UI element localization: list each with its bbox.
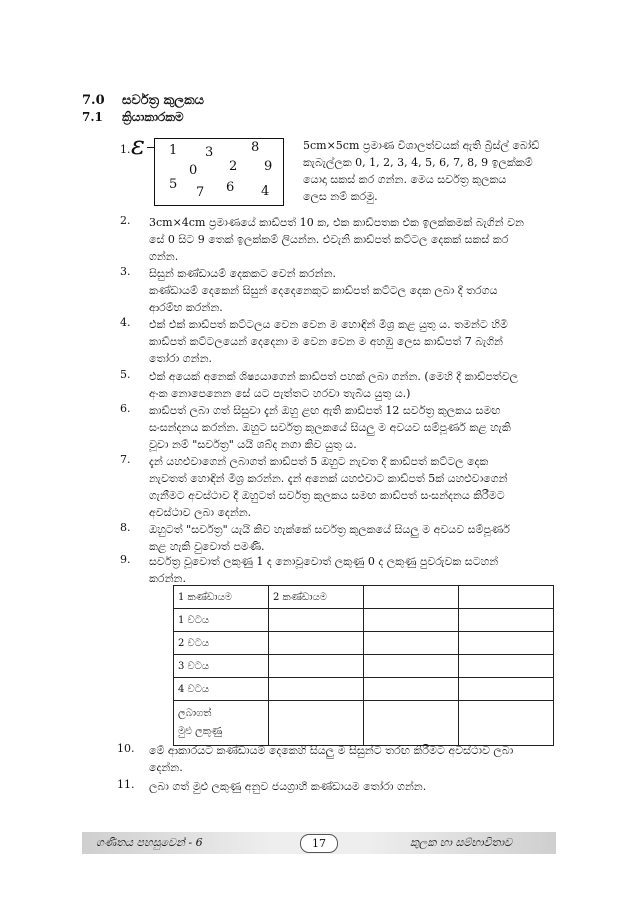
item-text: දැන් යහළුවාගෙන් ලබාගත් කාඩ්පත් 5 ඔහුට නැවත දී කාඩ්පත් කට්ටල දෙක නැවතත් හොඳින් මිශ්‍ර කරන්න. දැන් අනෙක් යහළුවාට කාඩ්පත් 5ක් යහළුවාගෙන් ගැනීමට අවස්ථාව දී ඔහුටත් සර්වත්‍ර කුලකය සමඟ කාඩ්පත් සංසන්දනය කිරීමට අවස්ථාව ලබා දෙන්න. <box>149 455 508 519</box>
item-number: 9. <box>120 553 131 566</box>
item-text: මේ ආකාරයට කණ්ඩායම් දෙකෙහි සියලු ම සිසුන්ට තරඟ කිරීමට අවස්ථාව ලබා දෙන්න. <box>149 744 514 774</box>
table-header-row <box>174 586 554 609</box>
table-cell <box>459 678 554 701</box>
table-cell <box>364 655 459 678</box>
table-row <box>174 632 554 655</box>
table-cell <box>459 655 554 678</box>
table-cell <box>269 678 364 701</box>
subsection-number: 7.1 <box>82 110 103 124</box>
item-number: 8. <box>120 521 131 534</box>
table-cell <box>364 609 459 632</box>
item-number: 3. <box>120 265 131 278</box>
table-header <box>459 586 554 609</box>
set-element: 2 <box>229 159 238 174</box>
table-cell: 2 වටය <box>174 632 269 655</box>
table-cell <box>269 701 364 746</box>
item-number: 4. <box>120 316 131 329</box>
item-number: 5. <box>120 368 131 381</box>
table-cell <box>364 701 459 746</box>
item-text: කාඩ්පත් ලබා ගත් සිසුවා දැන් ඔහු ළඟ ඇති කාඩ්පත් 12 සර්වත්‍ර කුලකය සමඟ සංසන්දනය කරන්න. ඔහුට සර්වත්‍ර කුලකයේ සියලු ම අවයව සම්පූර්ණ කළ හැකි වූවා නම් "සර්වත්‍ර" යයි ශබ්ද නගා කිව යුතු ය. <box>149 404 511 451</box>
item-text: එක් එක් කාඩ්පත් කට්ටලය වෙන වෙන ම හොඳින් මිශ්‍ර කළ යුතු ය. තමන්ට හිමි කාඩ්පත් කට්ටලයෙන් දෙදෙනා ම වෙන වෙන ම අහඹු ලෙස කාඩ්පත් 7 බැගින් තෝරා ගන්න. <box>149 318 508 365</box>
item-number: 11. <box>117 778 135 791</box>
item-text: 3cm×4cm ප්‍රමාණයේ කාඩ්පත් 10 ක, එක කාඩ්පතක එක ඉලක්කමක් බැගින් වන සේ 0 සිට 9 තෙක් ඉලක්කම් ලියන්න. එවැනි කාඩ්පත් කට්ටල දෙකක් සකස් කර ගන්න. <box>149 216 524 263</box>
subsection-title: ක්‍රියාකාරකම <box>122 110 184 124</box>
page-number: 17 <box>300 834 338 853</box>
set-element: 0 <box>189 163 198 178</box>
item-number: 7. <box>120 453 131 466</box>
footer-book-title: ගණිතය පහසුවෙන් - 6 <box>96 836 203 849</box>
table-cell: 3 වටය <box>174 655 269 678</box>
section-number: 7.0 <box>82 93 105 108</box>
set-element: 8 <box>251 140 260 155</box>
table-cell <box>364 632 459 655</box>
score-table <box>173 585 554 746</box>
table-header: 2 කණ්ඩායම <box>269 586 364 609</box>
item-number: 10. <box>117 742 135 755</box>
set-element: 1 <box>169 143 178 158</box>
table-cell <box>269 632 364 655</box>
set-element: 9 <box>264 159 273 174</box>
item-text: 5cm×5cm ප්‍රමාණ විශාලත්වයක් ඇති බ්‍රිස්ල් බෝඩ් කැබැල්ලක 0, 1, 2, 3, 4, 5, 6, 7, 8, 9 ඉලක්කම් යොදා සකස් කර ගන්න. මෙය සර්වත්‍ර කුලකය ලෙස නම් කරමු. <box>303 139 540 203</box>
table-cell <box>269 655 364 678</box>
table-row <box>174 678 554 701</box>
table-row <box>174 655 554 678</box>
table-cell <box>459 632 554 655</box>
table-header: 1 කණ්ඩායම <box>174 586 269 609</box>
universal-set-symbol: ε <box>131 131 145 161</box>
item-text: ඔහුටත් "සර්වත්‍ර" යැයි කිව හැක්කේ සර්වත්‍ර කුලකයේ සියලු ම අවයව සම්පූර්ණ කළ හැකි වුවොත් පමණි. <box>149 523 510 553</box>
table-cell <box>459 609 554 632</box>
table-row <box>174 609 554 632</box>
table-cell <box>364 678 459 701</box>
item-text: සර්වත්‍ර වූවොත් ලකුණු 1 ද නොවූවොත් ලකුණු 0 ද ලකුණු පුවරුවක සටහන් කරන්න. <box>149 555 499 585</box>
set-element: 7 <box>196 185 205 200</box>
item-text: එක් අයෙක් අනෙක් ශිෂ්‍යයාගෙන් කාඩ්පත් පහක් ලබා ගන්න. (මෙහි දී කාඩ්පත්වල අංක නොපෙනෙන සේ යට පැත්තට හරවා තැබිය යුතු ය.) <box>149 370 519 400</box>
item-number: 2. <box>120 214 131 227</box>
section-title: සර්වත්‍ර කුලකය <box>122 93 205 108</box>
set-element: 5 <box>169 177 178 192</box>
table-cell <box>269 609 364 632</box>
item-text: ලබා ගත් මුළු ලකුණු අනුව ජයග්‍රාහී කණ්ඩායම තෝරා ගන්න. <box>149 780 427 793</box>
table-cell: ලබාගත් මුළු ලකුණු <box>174 701 269 746</box>
item-number: 1. <box>120 143 131 156</box>
item-text: සිසුන් කණ්ඩායම් දෙකකට වෙන් කරන්න. කණ්ඩායම් දෙකෙන් සිසුන් දෙදෙනෙකුට කාඩ්පත් කට්ටල දෙක ලබා දී තරගය ආරම්භ කරන්න. <box>149 267 498 314</box>
table-header <box>364 586 459 609</box>
universal-set-box <box>154 138 284 206</box>
set-element: 6 <box>226 180 235 195</box>
table-row <box>174 701 554 746</box>
set-element: 4 <box>261 184 270 199</box>
table-cell: 4 වටය <box>174 678 269 701</box>
table-cell: 1 වටය <box>174 609 269 632</box>
footer-chapter-title: කුලක හා සම්භාවිතාව <box>410 836 512 849</box>
item-number: 6. <box>120 402 131 415</box>
table-cell <box>459 701 554 746</box>
set-element: 3 <box>205 145 214 160</box>
